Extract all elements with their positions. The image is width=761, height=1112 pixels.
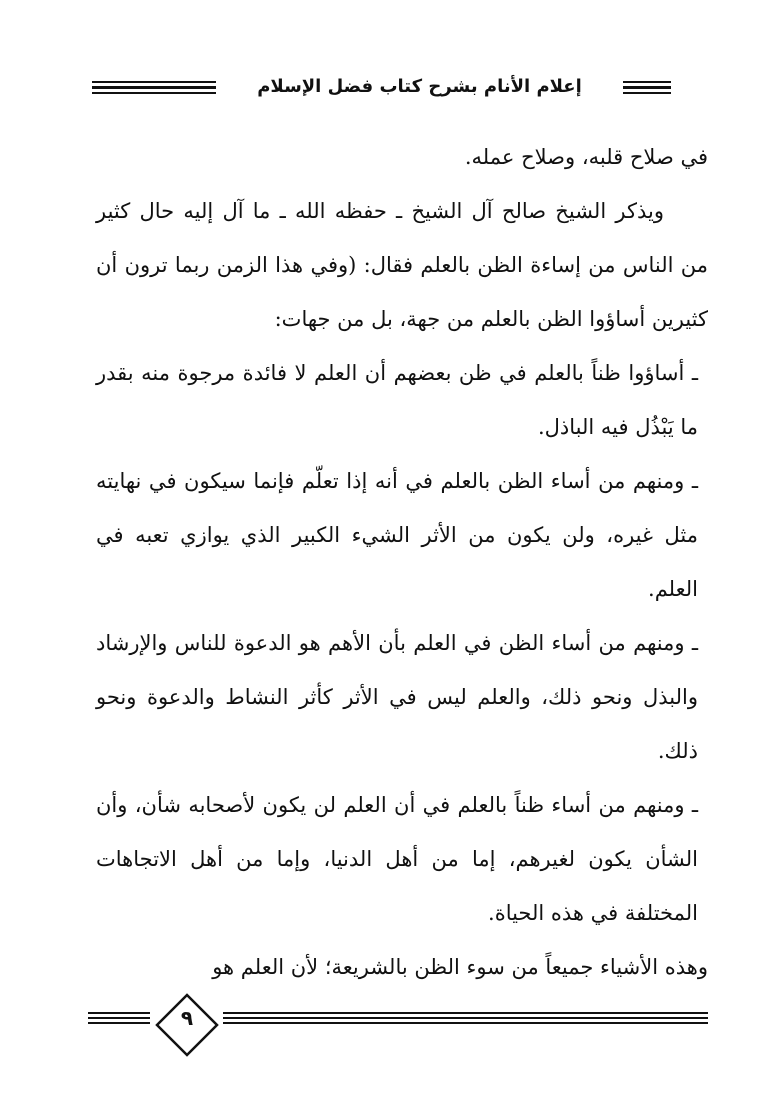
page-footer xyxy=(88,998,708,1058)
header-rule-left xyxy=(92,81,216,95)
list-item: ـ ومنهم من أساء الظن في العلم بأن الأهم هو الدعوة للناس والإرشاد والبذل ونحو ذلك، والعلم ليس في الأثر كأثر النشاط والدعوة ونحو ذلك. xyxy=(96,631,698,763)
list-item: ـ ومنهم من أساء الظن بالعلم في أنه إذا تعلّم فإنما سيكون في نهايته مثل غيره، ولن يكون من الأثر الشيء الكبير الذي يوازي تعبه في العلم. xyxy=(96,469,698,601)
list-item: ـ ومنهم من أساء ظناً بالعلم في أن العلم لن يكون لأصحابه شأن، وأن الشأن يكون لغيرهم، إما من أهل الدنيا، وإما من أهل الاتجاهات المختلفة في هذه الحياة. xyxy=(96,793,698,925)
paragraph: وهذه الأشياء جميعاً من سوء الظن بالشريعة؛ لأن العلم هو xyxy=(212,955,708,979)
footer-rule-right xyxy=(223,1012,708,1024)
header-rule-right xyxy=(623,81,671,95)
paragraph: ويذكر الشيخ صالح آل الشيخ ـ حفظه الله ـ ما آل إليه حال كثير من الناس من إساءة الظن بالعلم فقال: (وفي هذا الزمن ربما ترون أن كثيرين أساؤوا الظن بالعلم من جهة، بل من جهات: xyxy=(96,199,708,331)
list-item: ـ أساؤوا ظناً بالعلم في ظن بعضهم أن العلم لا فائدة مرجوة منه بقدر ما يَبْذُل فيه الباذل. xyxy=(96,361,698,439)
page-body xyxy=(96,130,708,994)
book-title: إعلام الأنام بشرح كتاب فضل الإسلام xyxy=(257,76,582,97)
paragraph: في صلاح قلبه، وصلاح عمله. xyxy=(464,145,708,169)
footer-rule-left xyxy=(88,1012,150,1024)
running-header xyxy=(92,70,671,104)
page-number: ٩ xyxy=(180,1006,194,1030)
